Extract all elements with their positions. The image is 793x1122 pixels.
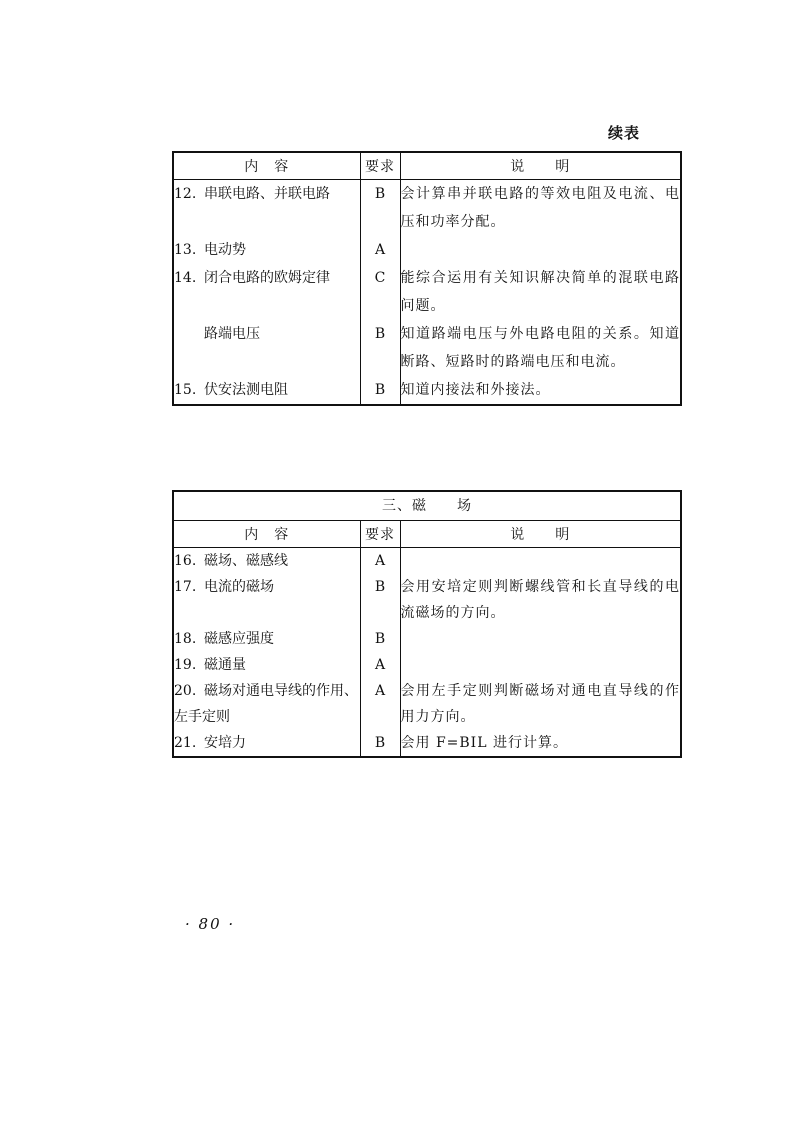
row-content xyxy=(173,236,360,264)
table-row xyxy=(173,730,681,757)
row-level: A xyxy=(360,678,400,730)
row-level: B xyxy=(360,320,400,376)
table-row xyxy=(173,574,681,626)
row-topic: 安培力 xyxy=(204,735,246,751)
row-description xyxy=(400,548,681,575)
row-number: 21. xyxy=(174,735,197,751)
table-row xyxy=(173,376,681,405)
row-number: 19. xyxy=(174,657,197,673)
row-number: 20. xyxy=(174,683,197,699)
row-content xyxy=(173,678,360,730)
row-topic: 伏安法测电阻 xyxy=(204,382,288,398)
header-level: 要求 xyxy=(360,152,400,180)
table-row xyxy=(173,626,681,652)
row-topic: 磁通量 xyxy=(204,657,246,673)
row-level: C xyxy=(360,264,400,320)
header-level: 要求 xyxy=(360,521,400,548)
row-description xyxy=(400,652,681,678)
row-level: B xyxy=(360,730,400,757)
requirements-table-2 xyxy=(172,490,682,758)
header-description: 说 明 xyxy=(400,152,681,180)
row-content xyxy=(173,320,360,376)
table-header-row xyxy=(173,152,681,180)
row-topic: 串联电路、并联电路 xyxy=(204,186,330,202)
row-description xyxy=(400,236,681,264)
row-content xyxy=(173,264,360,320)
row-level: A xyxy=(360,236,400,264)
row-level: A xyxy=(360,548,400,575)
row-level: A xyxy=(360,652,400,678)
row-number: 17. xyxy=(174,579,197,595)
continued-table-label: 续表 xyxy=(608,124,641,142)
row-number: 18. xyxy=(174,631,197,647)
table-row xyxy=(173,678,681,730)
row-topic: 磁场、磁感线 xyxy=(204,553,288,569)
row-number: 14. xyxy=(174,270,197,286)
page-number: · 80 · xyxy=(185,915,236,933)
row-description: 会计算串并联电路的等效电阻及电流、电压和功率分配。 xyxy=(400,180,681,237)
table-row xyxy=(173,548,681,575)
section-title-row xyxy=(173,491,681,521)
row-topic: 闭合电路的欧姆定律 xyxy=(204,270,330,286)
requirements-table-1 xyxy=(172,151,682,406)
header-description: 说 明 xyxy=(400,521,681,548)
row-number: 13. xyxy=(174,242,197,258)
row-content xyxy=(173,626,360,652)
row-description xyxy=(400,626,681,652)
header-content: 内 容 xyxy=(173,152,360,180)
row-number: 12. xyxy=(174,186,197,202)
row-content xyxy=(173,376,360,405)
row-description: 知道内接法和外接法。 xyxy=(400,376,681,405)
row-topic: 磁场对通电导线的作用、左手定则 xyxy=(174,683,358,725)
row-content xyxy=(173,574,360,626)
row-description: 知道路端电压与外电路电阻的关系。知道断路、短路时的路端电压和电流。 xyxy=(400,320,681,376)
row-topic: 路端电压 xyxy=(204,326,260,342)
row-description: 会用安培定则判断螺线管和长直导线的电流磁场的方向。 xyxy=(400,574,681,626)
row-level: B xyxy=(360,180,400,237)
row-topic: 磁感应强度 xyxy=(204,631,274,647)
row-number: 16. xyxy=(174,553,197,569)
row-level: B xyxy=(360,574,400,626)
row-content xyxy=(173,652,360,678)
table-row xyxy=(173,180,681,237)
table-row xyxy=(173,236,681,264)
section-title: 三、磁 场 xyxy=(173,491,681,521)
header-content: 内 容 xyxy=(173,521,360,548)
row-level: B xyxy=(360,626,400,652)
row-number: 15. xyxy=(174,382,197,398)
table-row xyxy=(173,652,681,678)
row-topic: 电动势 xyxy=(204,242,246,258)
row-content xyxy=(173,730,360,757)
row-description: 会用左手定则判断磁场对通电直导线的作用力方向。 xyxy=(400,678,681,730)
table-header-row xyxy=(173,521,681,548)
row-level: B xyxy=(360,376,400,405)
row-description: 会用 F=BIL 进行计算。 xyxy=(400,730,681,757)
table-row xyxy=(173,264,681,320)
row-topic: 电流的磁场 xyxy=(204,579,274,595)
row-description: 能综合运用有关知识解决简单的混联电路问题。 xyxy=(400,264,681,320)
row-content xyxy=(173,180,360,237)
row-content xyxy=(173,548,360,575)
table-row xyxy=(173,320,681,376)
